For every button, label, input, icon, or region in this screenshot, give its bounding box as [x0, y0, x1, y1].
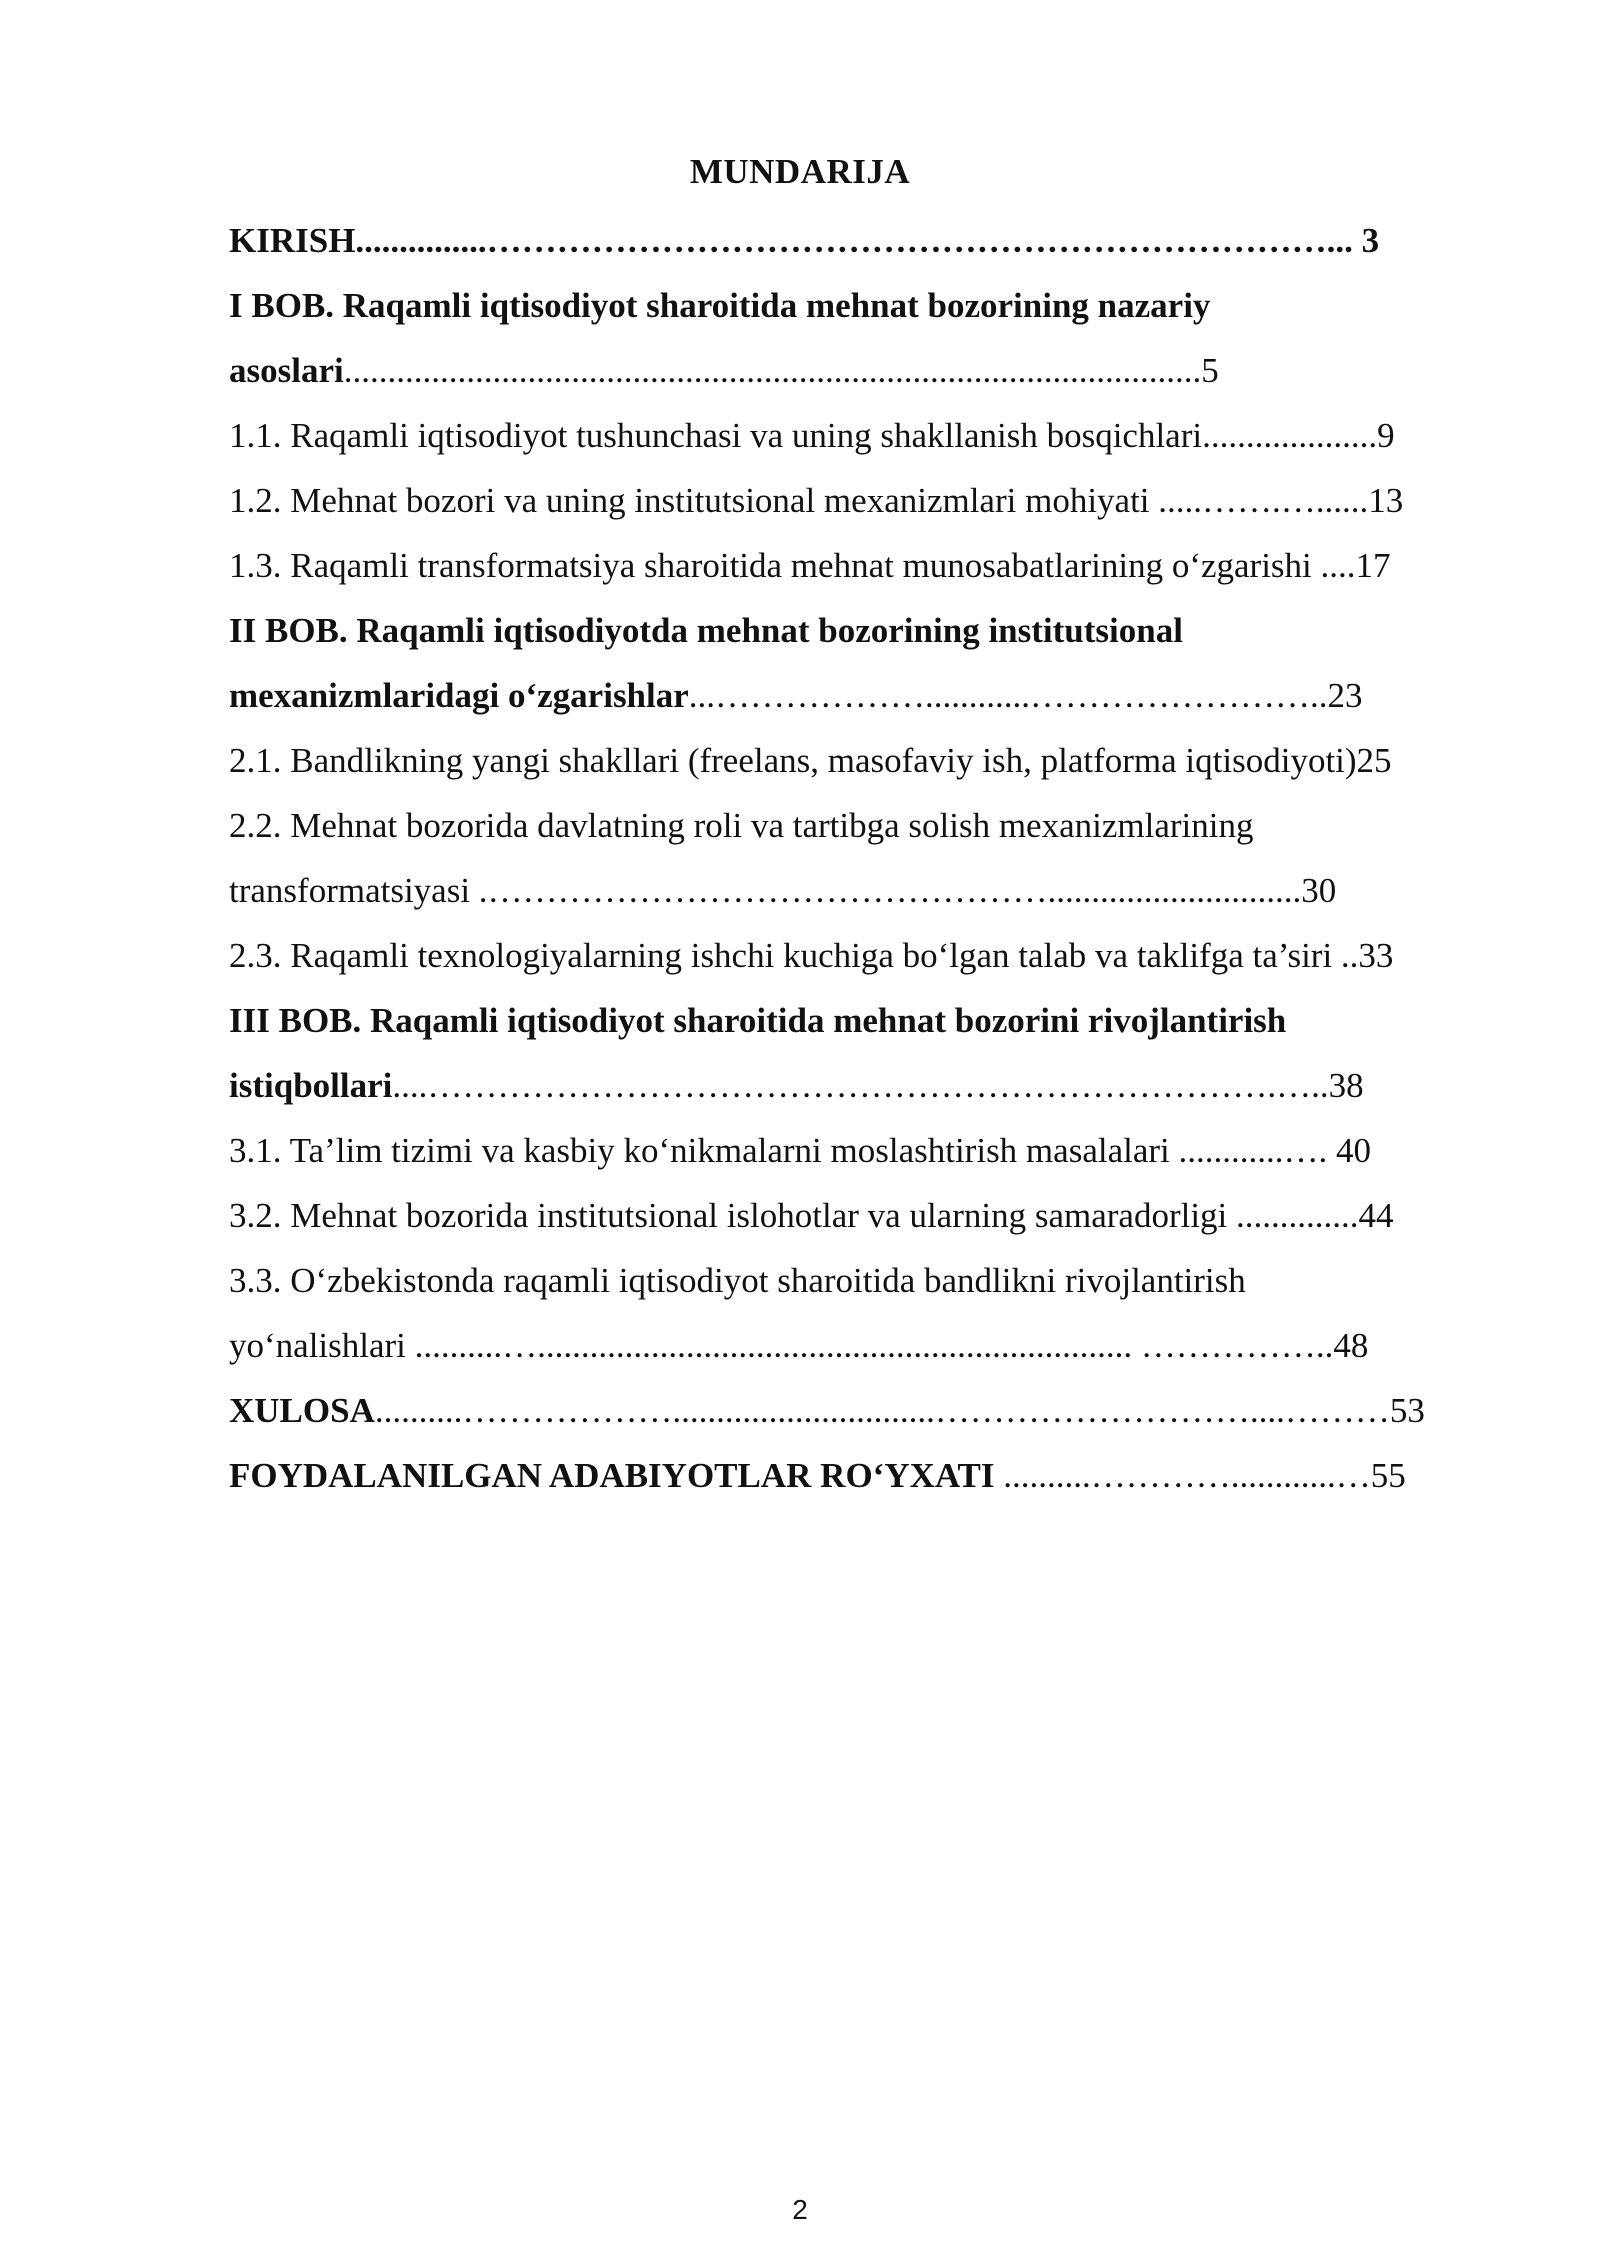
- toc-entry: [229, 338, 1487, 403]
- toc-entry-text: III BOB. Raqamli iqtisodiyot sharoitida mehnat bozorini rivojlantirish: [229, 1001, 1287, 1040]
- toc-entry-leader-page: ..........………………..............................………………………....………53: [374, 1391, 1425, 1430]
- toc-entry-text: I BOB. Raqamli iqtisodiyot sharoitida mehnat bozorining nazariy: [229, 286, 1211, 325]
- toc-entry-leader-page: ...………………............……………………..23: [688, 676, 1363, 715]
- toc-entry: [229, 1248, 1487, 1313]
- page-title: MUNDARIJA: [689, 152, 911, 191]
- toc-entry: [229, 663, 1487, 728]
- toc-entry: [229, 858, 1487, 923]
- toc-entry-text: II BOB. Raqamli iqtisodiyotda mehnat bozorining institutsional: [229, 611, 1183, 650]
- toc-entry-text: 3.2. Mehnat bozorida institutsional islohotlar va ularning samaradorligi ..............44: [229, 1196, 1394, 1235]
- toc-entry-text: 3.1. Ta’lim tizimi va kasbiy koʻnikmalarni moslashtirish masalalari ............…. 40: [229, 1131, 1371, 1170]
- toc-entry-text: 1.3. Raqamli transformatsiya sharoitida mehnat munosabatlarining oʻzgarishi ....17: [229, 546, 1391, 585]
- toc-entry: [229, 533, 1487, 598]
- toc-entry: [229, 1118, 1487, 1183]
- toc-entry-text: 2.1. Bandlikning yangi shakllari (freelans, masofaviy ish, platforma iqtisodiyoti)25: [229, 741, 1392, 780]
- toc-entry-leader-page: ..........…………............…55: [994, 1456, 1406, 1495]
- toc-entry-leader-page: ..................................................................................................5: [343, 351, 1219, 390]
- toc-entry: [229, 208, 1487, 273]
- toc-entry: [229, 403, 1487, 468]
- toc-entry: [229, 1378, 1487, 1443]
- toc-entry-leader-page: ....……………………………………………………………….…..38: [392, 1066, 1364, 1105]
- toc-entry-text: 3.3. Oʻzbekistonda raqamli iqtisodiyot sharoitida bandlikni rivojlantirish: [229, 1261, 1246, 1300]
- toc-entry: [229, 793, 1487, 858]
- table-of-contents: [229, 208, 1487, 1508]
- toc-entry: [229, 273, 1487, 338]
- toc-entry-text: 1.2. Mehnat bozori va uning institutsional mexanizmlari mohiyati .....…….…......13: [229, 481, 1404, 520]
- toc-entry: [229, 1053, 1487, 1118]
- toc-entry-text: KIRISH...............………………………………………………………………... 3: [229, 221, 1380, 260]
- toc-entry-text: istiqbollari: [229, 1066, 393, 1105]
- page-number: 2: [792, 2194, 808, 2225]
- toc-entry-text: 2.2. Mehnat bozorida davlatning roli va tartibga solish mexanizmlarining: [229, 806, 1254, 845]
- toc-entry: [229, 1313, 1487, 1378]
- toc-entry-text: 1.1. Raqamli iqtisodiyot tushunchasi va uning shakllanish bosqichlari....................9: [229, 416, 1395, 455]
- toc-entry: [229, 988, 1487, 1053]
- toc-entry: [229, 923, 1487, 988]
- toc-entry-text: 2.3. Raqamli texnologiyalarning ishchi kuchiga boʻlgan talab va taklifga ta’siri ..33: [229, 936, 1394, 975]
- toc-entry: [229, 468, 1487, 533]
- toc-entry-text: FOYDALANILGAN ADABIYOTLAR ROʻYXATI: [229, 1456, 995, 1495]
- toc-entry: [229, 728, 1487, 793]
- toc-entry-text: asoslari: [229, 351, 344, 390]
- toc-entry: [229, 1443, 1487, 1508]
- toc-entry-text: transformatsiyasi .………………………………………….............................30: [229, 871, 1337, 910]
- toc-entry-text: mexanizmlaridagi oʻzgarishlar: [229, 676, 689, 715]
- toc-entry: [229, 1183, 1487, 1248]
- toc-entry-text: yoʻnalishlari ..........….................................................................... ……………..48: [229, 1326, 1369, 1365]
- toc-entry: [229, 598, 1487, 663]
- toc-entry-text: XULOSA: [229, 1391, 375, 1430]
